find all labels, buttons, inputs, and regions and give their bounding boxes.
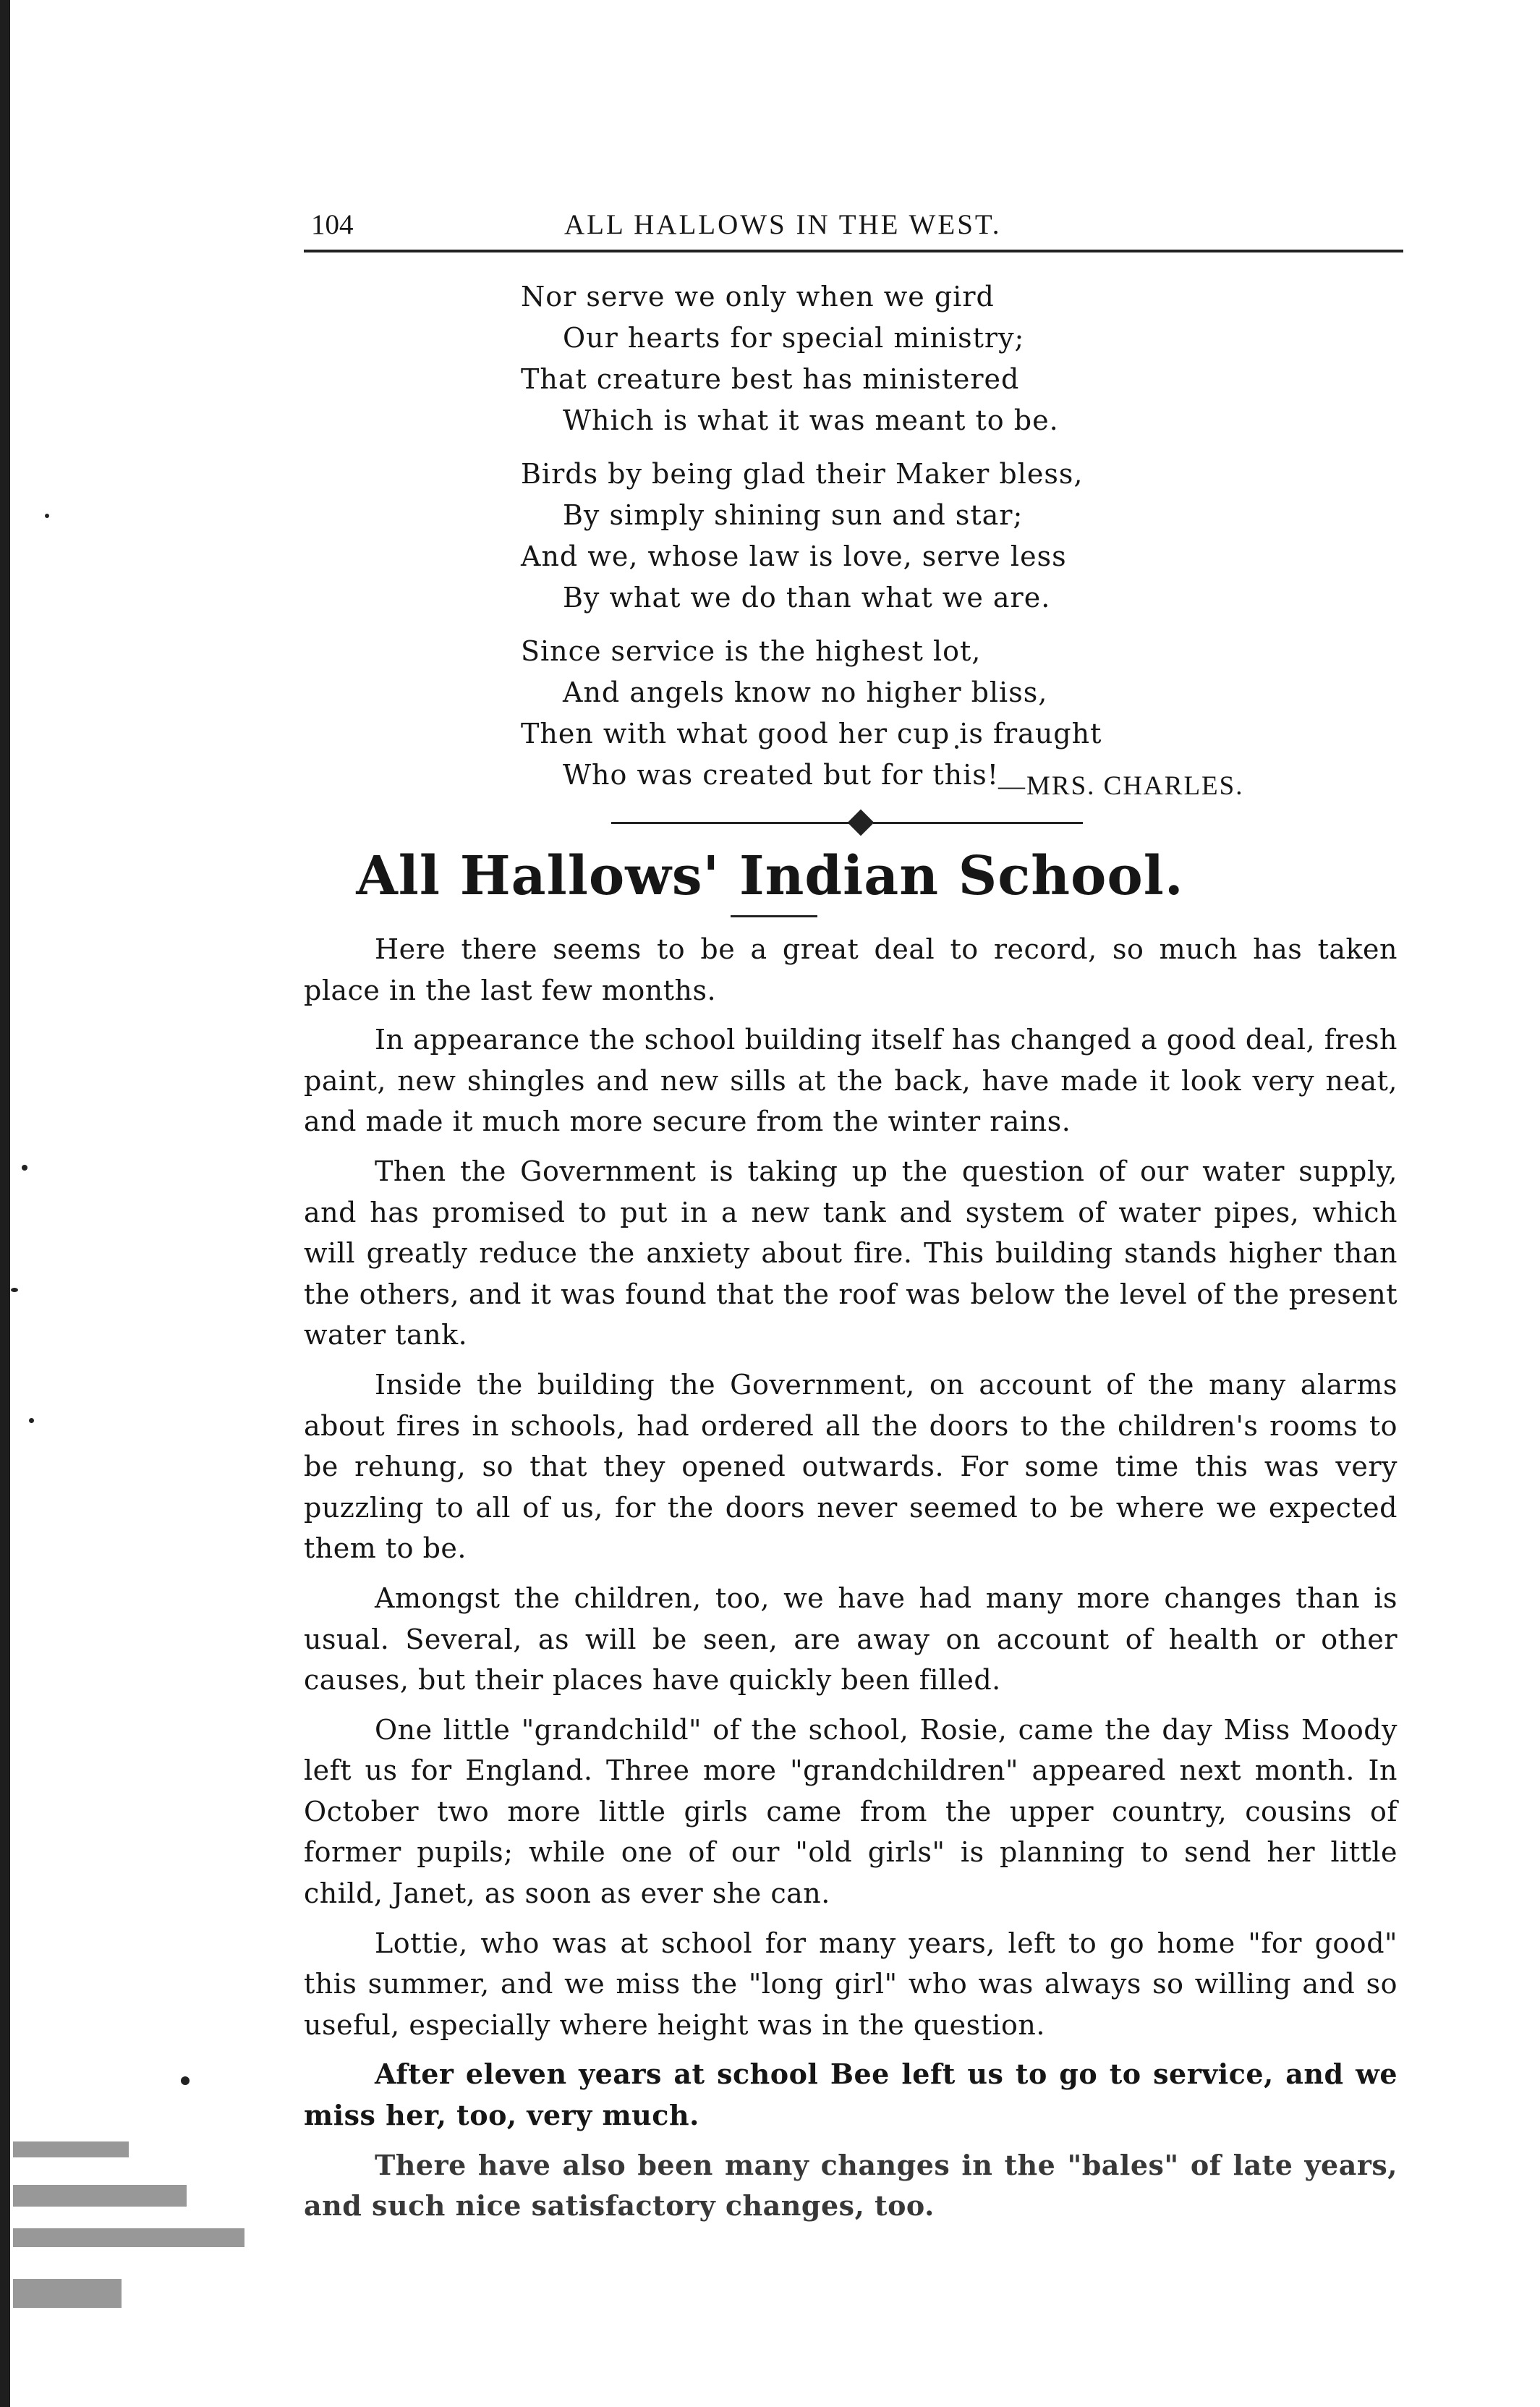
poem-line: Since service is the highest lot, xyxy=(521,635,982,667)
paragraph: Inside the building the Government, on account of the many alarms about fires in schools, had ordered all the doors to the children's rooms to be rehung, so that they opened outwards. For some time this was very puzzling to all of us, for the doors never seemed to be where we expected them to be. xyxy=(304,1368,1398,1565)
poem-line: And we, whose law is love, serve less xyxy=(521,540,1067,572)
poem-line: And angels know no higher bliss, xyxy=(563,676,1048,708)
title-underline xyxy=(731,915,817,917)
poem-line: Birds by being glad their Maker bless, xyxy=(521,458,1084,490)
paragraph: Lottie, who was at school for many years, left to go home "for good" this summer, and we miss the "long girl" who was always so willing and so useful, especially where height was in the question. xyxy=(304,1927,1398,2041)
diamond-ornament-icon xyxy=(848,810,875,836)
poem-line: Then with what good her cup is fraught xyxy=(521,718,1102,750)
paragraph: One little "grandchild" of the school, Rosie, came the day Miss Moody left us for England. Three more "grandchildren" appeared next month. In October two more little girls came from the upper country, cousins of former pupils; while one of our "old girls" is planning to send her little child, Janet, as soon as ever she can. xyxy=(304,1713,1398,1910)
scan-smudge xyxy=(13,2185,187,2207)
scan-speck xyxy=(11,1288,18,1292)
poem-line: That creature best has ministered xyxy=(521,363,1020,395)
poem-line: Nor serve we only when we gird xyxy=(521,281,995,313)
paragraph: Then the Government is taking up the question of our water supply, and has promised to put in a new tank and system of water pipes, which will greatly reduce the anxiety about fire. This building stands higher than the others, and it was found that the roof was below the level of the present water tank. xyxy=(304,1155,1398,1351)
page-number: 104 xyxy=(311,209,354,240)
poem-line: By simply shining sun and star; xyxy=(563,499,1024,531)
paragraph: In appearance the school building itself has changed a good deal, fresh paint, new shingles and new sills at the back, have made it look very neat, and made it much more secure from the winter rains. xyxy=(304,1024,1398,1138)
poem-line: By what we do than what we are. xyxy=(563,582,1051,614)
article-body xyxy=(304,929,1398,2236)
scan-smudge xyxy=(13,2279,122,2308)
header-rule xyxy=(304,250,1403,252)
section-title: All Hallows' Indian School. xyxy=(356,845,1184,907)
ornamental-divider xyxy=(611,812,1118,833)
paragraph: After eleven years at school Bee left us to go to service, and we miss her, too, very much. xyxy=(304,2058,1398,2132)
poem-line: Who was created but for this! xyxy=(563,759,1000,791)
poem-stanza xyxy=(521,276,1389,441)
paragraph: There have also been many changes in the "bales" of late years, and such nice satisfactory changes, too. xyxy=(304,2148,1398,2223)
poem-stanza xyxy=(521,631,1389,796)
scan-speck xyxy=(181,2076,190,2085)
running-title: ALL HALLOWS IN THE WEST. xyxy=(564,209,1002,240)
poem xyxy=(521,276,1389,808)
page-binding-edge xyxy=(0,0,10,2407)
divider-rule-right xyxy=(873,822,1083,824)
page-header xyxy=(304,208,1432,252)
paragraph: Here there seems to be a great deal to record, so much has taken place in the last few months. xyxy=(304,933,1398,1006)
scan-smudge xyxy=(13,2141,129,2157)
scan-speck xyxy=(29,1418,34,1423)
poem-stanza xyxy=(521,454,1389,619)
scan-speck xyxy=(22,1165,27,1171)
poem-attribution: —MRS. CHARLES. xyxy=(998,771,1244,801)
scan-smudge xyxy=(13,2228,244,2247)
scan-speck xyxy=(45,514,49,518)
poem-line: Our hearts for special ministry; xyxy=(563,322,1025,354)
paragraph: Amongst the children, too, we have had many more changes than is usual. Several, as will be seen, are away on account of health or other causes, but their places have quickly been filled. xyxy=(304,1582,1398,1697)
poem-line: Which is what it was meant to be. xyxy=(563,404,1059,436)
divider-rule-left xyxy=(611,822,850,824)
